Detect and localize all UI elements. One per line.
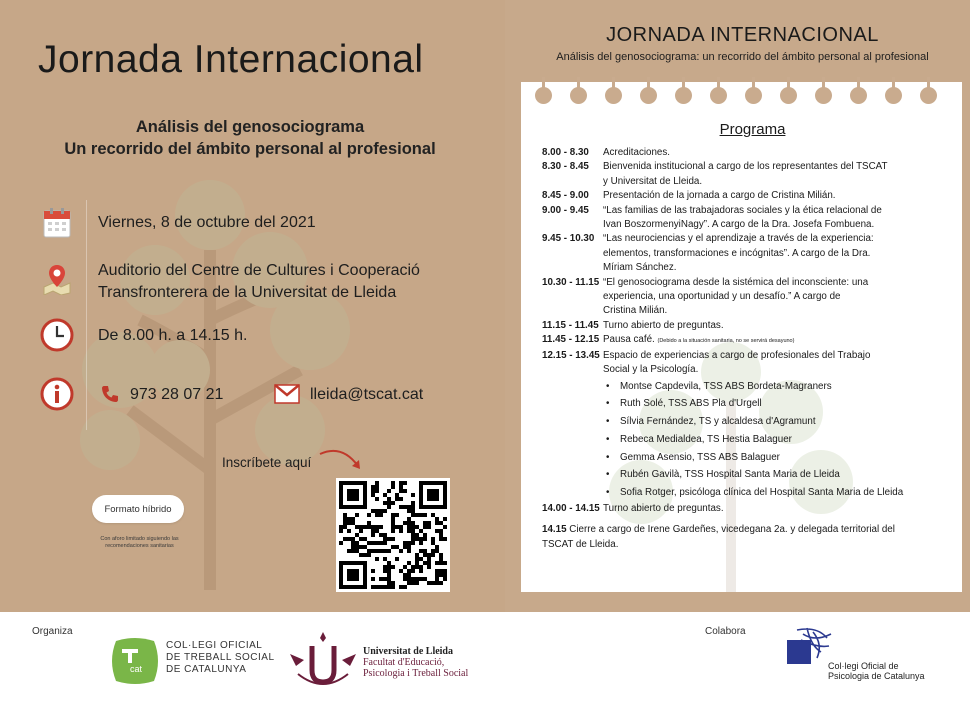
main-title: Jornada Internacional [38,38,424,81]
program-title: Programa [719,121,786,138]
event-time: De 8.00 h. a 14.15 h. [98,327,248,344]
format-button[interactable]: Formato híbrido [92,495,184,523]
map-pin-icon [40,262,74,296]
calendar-icon [40,206,74,240]
schedule-row: 8.00 - 8.30 Acreditaciones. [542,147,670,158]
event-date: Viernes, 8 de octubre del 2021 [98,214,316,231]
schedule-row: 8.45 - 9.00 Presentación de la jornada a cargo de Cristina Milián. [542,190,836,202]
subtitle-line-1: Análisis del genosociograma [135,118,365,136]
list-item: • Sofia Rotger, psicóloga clínica del Hospital Santa Maria de Lleida [606,487,904,499]
subtitle [40,116,460,160]
list-item: • Montse Capdevila, TSS ABS Bordeta-Magraners [606,380,832,392]
tscat-name: COL·LEGI OFICIAL DE TREBALL SOCIAL DE CATALUNYA [166,640,275,675]
subtitle-line-2: Un recorrido del ámbito personal al profesional [64,140,436,158]
arrow-icon [318,446,364,474]
register-label: Inscríbete aquí [222,455,312,470]
contact-row [40,377,74,411]
schedule-row: 8.30 - 8.45 Bienvenida institucional a cargo de los representantes del TSCAT y Universitat de Lleida. [542,161,888,187]
schedule-row-questions: 14.00 - 14.15 Turno abierto de preguntas. [542,503,724,515]
list-item: • Gemma Asensio, TSS ABS Balaguer [606,451,780,463]
footer [0,612,970,702]
divider-line [86,200,87,430]
clock-icon [40,318,74,352]
venue-row [40,262,74,296]
schedule-row-pause: 11.45 - 12.15 Pausa café. (Debido a la situación sanitaria, no se servirá desayuno) [542,334,795,346]
venue-line-2: Transfronterera de la Universitat de Lleida [98,284,397,301]
phone-icon [100,384,120,404]
list-item: • Rubén Gavilà, TSS Hospital Santa Maria de Lleida [606,469,840,481]
venue-text [98,260,420,304]
schedule-row: 10.30 - 11.15 “El genosociograma desde la sistémica del inconsciente: una experiencia, una oportunidad y un desafío.” A cargo de Cristina Milián. [542,276,869,317]
time-row [40,318,74,352]
list-item: • Ruth Solé, TSS ABS Pla d'Urgell [606,398,762,410]
schedule-row-experiences: 12.15 - 13.45 Espacio de experiencias a cargo de profesionales del Trabajo Social y la Psicología. [542,349,871,376]
organiza-label: Organiza [32,626,73,637]
list-item: • Sílvia Fernández, TS y alcaldesa d'Agramunt [606,416,816,428]
email-address[interactable]: lleida@tscat.cat [310,386,424,403]
udl-name: Universitat de Lleida Facultat d'Educació, Psicologia i Treball Social [363,646,469,679]
date-row [40,206,74,240]
program-header-subtitle: Análisis del genosociograma: un recorrido del ámbito personal al profesional [556,51,929,63]
venue-line-1: Auditorio del Centre de Cultures i Cooperació [98,262,420,279]
mail-icon [274,384,300,404]
info-icon [40,377,74,411]
schedule-row: 11.15 - 11.45 Turno abierto de preguntas. [542,319,724,331]
list-item: • Rebeca Medialdea, TS Hestia Balaguer [606,433,792,445]
tscat-logo-icon [108,637,162,685]
udl-logo-icon [288,630,358,692]
capacity-note: Con aforo limitado siguiendo las recomendaciones sanitarias [100,536,179,549]
phone-number[interactable]: 973 28 07 21 [130,386,224,403]
colabora-label: Colabora [705,626,746,637]
right-panel [505,0,970,612]
schedule-row: 9.00 - 9.45 “Las familias de las trabajadoras sociales y la ética relacional de Ivan BoszormenyiNagy”. A cargo de la Dra. Josefa Fombuena. [542,204,882,231]
schedule-row: 9.45 - 10.30 “Las neurociencias y el aprendizaje a través de la experiencia: elementos, transformaciones e incógnitas”. A cargo de la Dra. Míriam Sánchez. [542,233,874,274]
speaker-list [606,378,952,503]
svg-text:cat: cat [130,664,143,674]
cop-logo-icon [787,626,833,666]
schedule [542,146,952,552]
spiral-binding [521,84,962,108]
program-header-title: JORNADA INTERNACIONAL [606,24,879,46]
schedule-row-closing: 14.15 Cierre a cargo de Irene Gardeñes, vicedegana 2a. y delegada territorial del TSCAT de Lleida. [542,524,895,550]
qr-code[interactable] [336,478,450,592]
cop-name: Col·legi Oficial de Psicologia de Catalunya [828,661,925,681]
left-panel [0,0,505,612]
